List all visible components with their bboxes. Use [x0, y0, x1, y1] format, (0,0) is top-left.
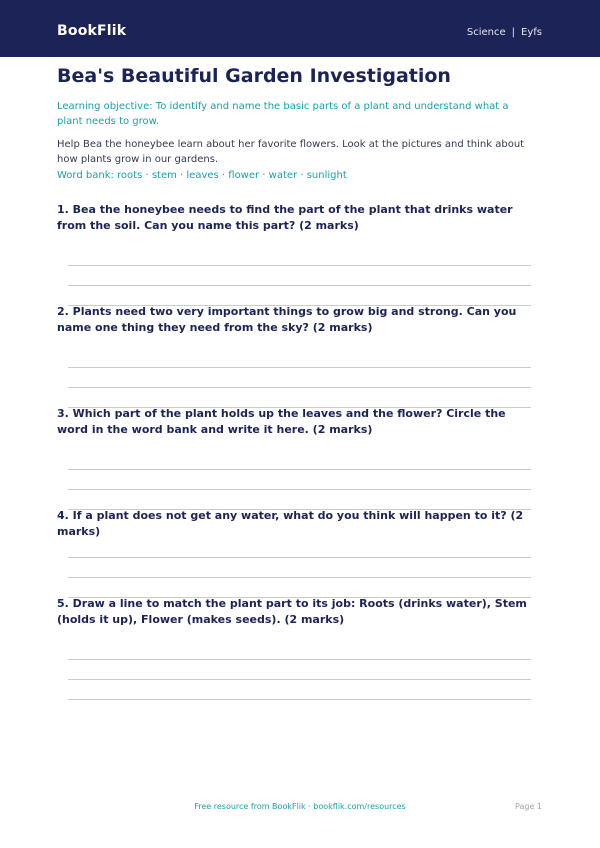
page-number: Page 1	[515, 802, 542, 811]
answer-line[interactable]	[68, 367, 531, 368]
subject-label	[467, 27, 542, 38]
question-5: 5. Draw a line to match the plant part to its job: Roots (drinks water), Stem (holds it up), Flower (makes seeds). (2 marks)	[57, 597, 527, 626]
answer-line[interactable]	[68, 557, 531, 558]
question-4: 4. If a plant does not get any water, what do you think will happen to it? (2 marks)	[57, 509, 524, 538]
answer-line[interactable]	[68, 265, 531, 266]
subject-name: Science	[466, 27, 506, 38]
answer-line[interactable]	[68, 699, 531, 700]
learning-objective: Learning objective: To identify and name the basic parts of a plant and understand what a plant needs to grow.	[57, 101, 509, 127]
answer-line[interactable]	[68, 577, 531, 578]
header-bar	[0, 0, 600, 57]
brand-logo-text[interactable]: BookFlik	[57, 23, 127, 39]
answer-line[interactable]	[68, 489, 531, 490]
answer-line[interactable]	[68, 679, 531, 680]
question-1: 1. Bea the honeybee needs to find the part of the plant that drinks water from the soil. Can you name this part? (2 marks)	[57, 203, 513, 232]
level-name: Eyfs	[521, 27, 542, 38]
worksheet-title: Bea's Beautiful Garden Investigation	[57, 65, 451, 87]
subject-separator: |	[511, 27, 516, 38]
answer-line[interactable]	[68, 387, 531, 388]
word-bank: Word bank: roots · stem · leaves · flower · water · sunlight	[57, 170, 347, 181]
question-3: 3. Which part of the plant holds up the leaves and the flower? Circle the word in the word bank and write it here. (2 marks)	[57, 407, 506, 436]
intro-text: Help Bea the honeybee learn about her favorite flowers. Look at the pictures and think about how plants grow in our gardens.	[57, 139, 525, 165]
answer-line[interactable]	[68, 285, 531, 286]
answer-line[interactable]	[68, 659, 531, 660]
answer-line[interactable]	[68, 469, 531, 470]
question-2: 2. Plants need two very important things to grow big and strong. Can you name one thing they need from the sky? (2 marks)	[57, 305, 517, 334]
footer-source-link[interactable]: Free resource from BookFlik · bookflik.com/resources	[194, 802, 406, 811]
